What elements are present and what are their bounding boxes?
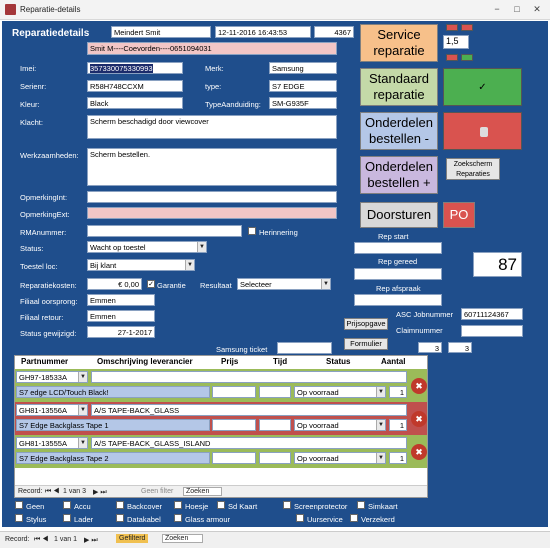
garantie-checkbox[interactable]: ✓ — [148, 281, 154, 288]
status-combo[interactable] — [294, 419, 386, 431]
part-dropdown-icon[interactable]: ▼ — [78, 372, 87, 382]
hand-cursor-icon — [480, 127, 488, 137]
asc-field[interactable]: 60711124367 — [461, 308, 523, 320]
herinnering-checkbox[interactable] — [248, 227, 256, 235]
col-partnummer: Partnummer — [21, 357, 69, 366]
prijs-field[interactable] — [212, 386, 256, 398]
aantal-field[interactable]: 1 — [389, 452, 407, 464]
part-number-combo[interactable] — [16, 371, 88, 383]
opmerkingext-label: OpmerkingExt: — [20, 210, 70, 219]
service-decrease-icon[interactable] — [446, 24, 458, 31]
part-number-combo[interactable] — [16, 404, 88, 416]
part-dropdown-icon[interactable]: ▼ — [78, 405, 87, 415]
omschrijving-field[interactable]: A/S TAPE-BACK_GLASS_ISLAND — [91, 437, 407, 449]
samsung-ticket-field[interactable] — [277, 342, 332, 354]
customer-summary-field[interactable]: Smit M----Coevorden----0651094031 — [87, 42, 337, 55]
counter-b-field[interactable]: 3 — [448, 342, 472, 353]
accu-label: Accu — [74, 502, 91, 511]
stylus-label: Stylus — [26, 515, 47, 524]
window-titlebar — [0, 0, 550, 20]
standaard-status-indicator: ✓ — [443, 68, 522, 106]
minimize-button[interactable]: − — [494, 4, 500, 14]
claim-field[interactable] — [461, 325, 523, 337]
status-gewijzigd-field[interactable]: 27-1-2017 — [87, 326, 155, 338]
parts-record-label: Record: — [18, 488, 43, 495]
aantal-field[interactable]: 1 — [389, 419, 407, 431]
status-gewijzigd-label: Status gewijzigd: — [20, 329, 77, 338]
rma-label: RMAnummer: — [20, 228, 67, 237]
status-value: Op voorraad — [297, 421, 339, 430]
parts-next-icon[interactable]: ▶ ⏭ — [93, 489, 107, 496]
opmerkingext-field[interactable] — [87, 207, 337, 219]
sdkaart-checkbox[interactable] — [217, 501, 225, 509]
prijsopgave-button[interactable]: Prijsopgave — [344, 318, 388, 330]
status-combo[interactable] — [87, 241, 207, 253]
parts-record-position[interactable]: 1 van 3 — [63, 488, 86, 495]
geen-checkbox[interactable] — [15, 501, 23, 509]
rep-afspraak-field[interactable] — [354, 294, 442, 306]
standaard-reparatie-button[interactable]: Standaard reparatie — [360, 68, 438, 106]
verzekerd-checkbox[interactable] — [350, 514, 358, 522]
status-dropdown-icon[interactable]: ▼ — [376, 453, 385, 463]
part-number-value: GH97-18533A — [19, 373, 67, 382]
uurservice-label: Uurservice — [307, 515, 343, 524]
part-description-field[interactable]: S7 Edge Backglass Tape 1 — [16, 419, 210, 431]
window-title: Reparatie-details — [20, 5, 81, 14]
onderdelen-min-button[interactable]: Onderdelen bestellen - — [360, 112, 438, 150]
service-reparatie-button[interactable]: Service reparatie — [360, 24, 438, 62]
merk-field[interactable]: Samsung — [269, 62, 337, 74]
resultaat-dropdown-icon[interactable]: ▼ — [321, 279, 330, 289]
rma-field[interactable] — [87, 225, 242, 237]
filiaal-oorsprong-field[interactable]: Emmen — [87, 294, 155, 306]
lader-label: Lader — [74, 515, 94, 524]
asc-label: ASC Jobnummer — [396, 310, 454, 319]
tijd-field[interactable] — [259, 386, 291, 398]
main-record-label: Record: — [5, 536, 30, 543]
omschrijving-field[interactable]: A/S TAPE-BACK_GLASS — [91, 404, 407, 416]
kosten-field[interactable]: € 0,00 — [87, 278, 142, 290]
serienr-label: Serienr: — [20, 82, 47, 91]
prijs-field[interactable] — [212, 452, 256, 464]
resultaat-label: Resultaat — [200, 281, 232, 290]
filiaal-retour-label: Filiaal retour: — [20, 313, 64, 322]
stylus-checkbox[interactable] — [15, 514, 23, 522]
parts-first-icon[interactable]: ⏮ ◀ — [45, 488, 60, 495]
onderdelen-status-indicator — [443, 112, 522, 150]
klacht-field[interactable]: Scherm beschadigd door viewcover — [87, 115, 337, 139]
part-description-field[interactable]: S7 edge LCD/Touch Black! — [16, 386, 210, 398]
parts-row — [15, 369, 427, 402]
status-value: Wacht op toestel — [90, 243, 146, 252]
serienr-field[interactable]: R58H748CCXM — [87, 80, 183, 92]
onderdelen-plus-button[interactable]: Onderdelen bestellen + — [360, 156, 438, 194]
part-number-value: GH81-13555A — [19, 439, 67, 448]
close-button[interactable]: ✕ — [533, 4, 541, 14]
lader-checkbox[interactable] — [63, 514, 71, 522]
filiaal-oorsprong-label: Filiaal oorsprong: — [20, 297, 78, 306]
hoesje-label: Hoesje — [185, 502, 209, 511]
kosten-label: Reparatiekosten: — [20, 281, 77, 290]
part-number-value: GH81-13556A — [19, 406, 67, 415]
resultaat-combo[interactable] — [237, 278, 331, 290]
formulier-button[interactable]: Formulier — [344, 338, 388, 350]
hoesje-checkbox[interactable] — [174, 501, 182, 509]
herinnering-label: Herinnering — [259, 228, 298, 237]
screenprotector-label: Screenprotector — [294, 502, 348, 511]
type-label: type: — [205, 82, 222, 91]
main-first-icon[interactable]: ⏮ ◀ — [34, 536, 49, 543]
rep-gereed-label: Rep gereed — [378, 257, 418, 266]
accu-checkbox[interactable] — [63, 501, 71, 509]
aantal-field[interactable]: 1 — [389, 386, 407, 398]
verzekerd-label: Verzekerd — [361, 515, 395, 524]
prijs-field[interactable] — [212, 419, 256, 431]
resultaat-value: Selecteer — [240, 280, 272, 289]
delete-part-icon[interactable]: ✖ — [411, 444, 427, 460]
kleur-label: Kleur: — [20, 100, 40, 109]
po-button[interactable]: PO — [443, 202, 475, 228]
werkzaamheden-field[interactable]: Scherm bestellen. — [87, 148, 337, 186]
glass-armour-checkbox[interactable] — [174, 514, 182, 522]
imei-field[interactable] — [87, 62, 183, 74]
uurservice-checkbox[interactable] — [296, 514, 304, 522]
parts-search-box[interactable]: Zoeken — [183, 487, 222, 496]
parts-header — [15, 356, 427, 367]
simkaart-label: Simkaart — [368, 502, 398, 511]
screenprotector-checkbox[interactable] — [283, 501, 291, 509]
col-status: Status — [326, 357, 351, 366]
backcover-checkbox[interactable] — [116, 501, 124, 509]
kleur-field[interactable]: Black — [87, 97, 183, 109]
status-dropdown-icon[interactable]: ▼ — [376, 387, 385, 397]
datetime-field[interactable]: 12-11-2016 16:43:53 — [215, 26, 311, 38]
simkaart-checkbox[interactable] — [357, 501, 365, 509]
sdkaart-label: Sd Kaart — [228, 502, 258, 511]
parts-filter-status[interactable]: Geen filter — [141, 488, 174, 495]
status-dropdown-icon[interactable]: ▼ — [197, 242, 206, 252]
standaard-decrease-icon[interactable] — [446, 54, 458, 61]
standaard-increase-icon[interactable] — [461, 54, 473, 61]
datakabel-label: Datakabel — [127, 515, 161, 524]
toestelloc-combo[interactable] — [87, 259, 195, 271]
delete-part-icon[interactable]: ✖ — [411, 411, 427, 427]
klacht-label: Klacht: — [20, 118, 43, 127]
part-dropdown-icon[interactable]: ▼ — [78, 438, 87, 448]
maximize-button[interactable]: □ — [514, 4, 520, 14]
main-next-icon[interactable]: ▶ ⏭ — [84, 537, 98, 544]
days-counter-field: 87 — [473, 252, 522, 277]
delete-part-icon[interactable]: ✖ — [411, 378, 427, 394]
typeaanduiding-field[interactable]: SM-G935F — [269, 97, 337, 109]
parts-row — [15, 402, 427, 435]
zoekscherm-button[interactable]: Zoekscherm Reparaties — [446, 158, 500, 180]
filiaal-retour-field[interactable]: Emmen — [87, 310, 155, 322]
omschrijving-field[interactable] — [91, 371, 407, 383]
glass-armour-label: Glass armour — [185, 515, 231, 524]
status-value: Op voorraad — [297, 388, 339, 397]
toestelloc-value: Bij klant — [90, 261, 117, 270]
garantie-label: Garantie — [157, 281, 186, 290]
rep-afspraak-label: Rep afspraak — [376, 284, 421, 293]
werkzaamheden-label: Werkzaamheden: — [20, 151, 79, 160]
service-increase-icon[interactable] — [461, 24, 473, 31]
opmerkingint-label: OpmerkingInt: — [20, 193, 68, 202]
parts-record-nav — [15, 485, 427, 497]
access-app-icon — [5, 4, 16, 15]
claim-label: Claimnummer — [396, 326, 443, 335]
main-record-nav — [0, 531, 550, 548]
rep-start-label: Rep start — [378, 232, 409, 241]
rep-start-field[interactable] — [354, 242, 442, 254]
service-count-field[interactable]: 1,5 — [443, 35, 469, 49]
tijd-field[interactable] — [259, 452, 291, 464]
status-combo[interactable] — [294, 452, 386, 464]
main-search-box[interactable]: Zoeken — [162, 534, 203, 543]
toestelloc-dropdown-icon[interactable]: ▼ — [185, 260, 194, 270]
technician-field[interactable]: Meindert Smit — [111, 26, 211, 38]
col-prijs: Prijs — [221, 357, 239, 366]
main-filter-status[interactable]: Gefilterd — [116, 534, 148, 543]
parts-subform — [14, 355, 428, 498]
status-combo[interactable] — [294, 386, 386, 398]
col-tijd: Tijd — [273, 357, 288, 366]
part-number-combo[interactable] — [16, 437, 88, 449]
status-dropdown-icon[interactable]: ▼ — [376, 420, 385, 430]
samsung-ticket-label: Samsung ticket — [216, 345, 268, 354]
opmerkingint-field[interactable] — [87, 191, 337, 203]
type-field[interactable]: S7 EDGE — [269, 80, 337, 92]
toestelloc-label: Toestel loc: — [20, 262, 58, 271]
counter-a-field[interactable]: 3 — [418, 342, 442, 353]
backcover-label: Backcover — [127, 502, 163, 511]
main-record-position[interactable]: 1 van 1 — [54, 536, 77, 543]
merk-label: Merk: — [205, 64, 224, 73]
imei-label: Imei: — [20, 64, 37, 73]
geen-label: Geen — [26, 502, 45, 511]
status-label: Status: — [20, 244, 44, 253]
part-description-field[interactable]: S7 Edge Backglass Tape 2 — [16, 452, 210, 464]
col-aantal: Aantal — [381, 357, 406, 366]
tijd-field[interactable] — [259, 419, 291, 431]
repair-number-field[interactable]: 4367 — [314, 26, 354, 38]
datakabel-checkbox[interactable] — [116, 514, 124, 522]
status-value: Op voorraad — [297, 454, 339, 463]
form-title: Reparatiedetails — [12, 28, 90, 39]
typeaanduiding-label: TypeAanduiding: — [205, 100, 261, 109]
col-omschrijving: Omschrijving leverancier — [97, 357, 193, 366]
parts-row — [15, 435, 427, 468]
doorsturen-button[interactable]: Doorsturen — [360, 202, 438, 228]
rep-gereed-field[interactable] — [354, 268, 442, 280]
imei-value: 357330075330993 — [90, 64, 153, 73]
